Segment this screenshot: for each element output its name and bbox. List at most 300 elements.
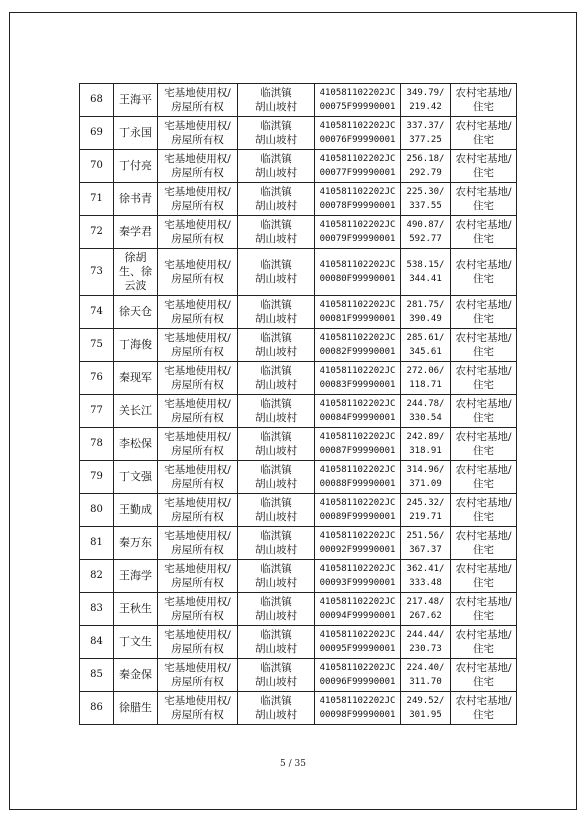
land-use-cell-line: 农村宅基地/ (455, 662, 512, 674)
location-cell-line: 临淇镇 (260, 186, 292, 198)
unit-code-cell-line: 00080F99990001 (319, 274, 396, 284)
right-type-cell-line: 宅基地使用权/ (164, 431, 231, 443)
table-row (80, 593, 517, 626)
area-cell (401, 428, 451, 461)
unit-code-cell-line: 00098F99990001 (319, 710, 396, 720)
location-cell-line: 胡山坡村 (255, 544, 297, 556)
location-cell (238, 249, 315, 296)
area-cell-line: 538.15/ (406, 260, 445, 270)
area-cell-line: 242.89/ (406, 432, 445, 442)
owner-name-cell (114, 329, 158, 362)
right-type-cell-line: 宅基地使用权/ (164, 299, 231, 311)
area-cell (401, 249, 451, 296)
area-cell-line: 118.71 (409, 380, 442, 390)
unit-code-cell-line: 00096F99990001 (319, 677, 396, 687)
area-cell (401, 692, 451, 725)
table-row (80, 527, 517, 560)
owner-name-cell-line: 王海学 (119, 569, 152, 582)
unit-code-cell-line: 410581102202JC (319, 88, 396, 98)
unit-code-cell-line: 00088F99990001 (319, 479, 396, 489)
right-type-cell-line: 宅基地使用权/ (164, 596, 231, 608)
location-cell (238, 626, 315, 659)
owner-name-cell (114, 395, 158, 428)
right-type-cell-line: 宅基地使用权/ (164, 365, 231, 377)
right-type-cell-line: 房屋所有权 (171, 101, 224, 113)
land-use-cell (451, 183, 517, 216)
owner-name-cell (114, 150, 158, 183)
location-cell-line: 胡山坡村 (255, 511, 297, 523)
area-cell-line: 377.25 (409, 135, 442, 145)
row-number-cell: 73 (80, 249, 114, 296)
owner-name-cell (114, 428, 158, 461)
location-cell-line: 胡山坡村 (255, 478, 297, 490)
right-type-cell-line: 宅基地使用权/ (164, 332, 231, 344)
owner-name-cell (114, 461, 158, 494)
owner-name-cell-line: 秦万东 (119, 536, 152, 549)
unit-code-cell-line: 00089F99990001 (319, 512, 396, 522)
area-cell (401, 560, 451, 593)
right-type-cell-line: 宅基地使用权/ (164, 398, 231, 410)
area-cell-line: 344.41 (409, 274, 442, 284)
land-use-cell-line: 住宅 (473, 379, 494, 391)
owner-name-cell (114, 626, 158, 659)
location-cell-line: 胡山坡村 (255, 200, 297, 212)
area-cell-line: 592.77 (409, 234, 442, 244)
table-row (80, 362, 517, 395)
area-cell-line: 224.40/ (406, 663, 445, 673)
owner-name-cell-line: 王秋生 (119, 602, 152, 615)
land-use-cell (451, 395, 517, 428)
location-cell-line: 临淇镇 (260, 530, 292, 542)
owner-name-cell (114, 362, 158, 395)
location-cell-line: 胡山坡村 (255, 134, 297, 146)
land-use-cell-line: 农村宅基地/ (455, 530, 512, 542)
land-use-cell-line: 住宅 (473, 273, 494, 285)
unit-code-cell (315, 527, 401, 560)
location-cell-line: 临淇镇 (260, 259, 292, 271)
owner-name-cell-line: 关长江 (119, 404, 152, 417)
area-cell-line: 490.87/ (406, 220, 445, 230)
table-row (80, 428, 517, 461)
location-cell (238, 84, 315, 117)
unit-code-cell (315, 183, 401, 216)
land-use-cell-line: 住宅 (473, 478, 494, 490)
location-cell (238, 296, 315, 329)
right-type-cell-line: 宅基地使用权/ (164, 219, 231, 231)
right-type-cell-line: 宅基地使用权/ (164, 259, 231, 271)
land-use-cell-line: 住宅 (473, 101, 494, 113)
land-use-cell-line: 农村宅基地/ (455, 120, 512, 132)
table-row (80, 183, 517, 216)
unit-code-cell-line: 00075F99990001 (319, 102, 396, 112)
location-cell (238, 329, 315, 362)
land-use-cell-line: 农村宅基地/ (455, 259, 512, 271)
owner-name-cell (114, 593, 158, 626)
unit-code-cell-line: 410581102202JC (319, 220, 396, 230)
area-cell (401, 494, 451, 527)
location-cell (238, 428, 315, 461)
land-use-cell-line: 农村宅基地/ (455, 87, 512, 99)
location-cell (238, 183, 315, 216)
land-use-cell-line: 农村宅基地/ (455, 365, 512, 377)
unit-code-cell (315, 494, 401, 527)
owner-name-cell (114, 527, 158, 560)
right-type-cell-line: 宅基地使用权/ (164, 530, 231, 542)
location-cell (238, 593, 315, 626)
area-cell-line: 230.73 (409, 644, 442, 654)
unit-code-cell-line: 410581102202JC (319, 432, 396, 442)
owner-name-cell (114, 117, 158, 150)
table-row (80, 150, 517, 183)
location-cell-line: 胡山坡村 (255, 709, 297, 721)
unit-code-cell-line: 00084F99990001 (319, 413, 396, 423)
location-cell-line: 临淇镇 (260, 299, 292, 311)
page-number: 5 / 35 (280, 759, 306, 769)
row-number-cell: 68 (80, 84, 114, 117)
row-number-cell: 80 (80, 494, 114, 527)
unit-code-cell-line: 00093F99990001 (319, 578, 396, 588)
land-use-cell-line: 农村宅基地/ (455, 186, 512, 198)
location-cell-line: 临淇镇 (260, 332, 292, 344)
area-cell-line: 281.75/ (406, 300, 445, 310)
unit-code-cell-line: 410581102202JC (319, 696, 396, 706)
location-cell (238, 362, 315, 395)
area-cell-line: 314.96/ (406, 465, 445, 475)
location-cell (238, 692, 315, 725)
table-row (80, 626, 517, 659)
right-type-cell (158, 395, 238, 428)
right-type-cell-line: 房屋所有权 (171, 313, 224, 325)
land-use-cell (451, 461, 517, 494)
land-use-cell (451, 296, 517, 329)
right-type-cell-line: 房屋所有权 (171, 577, 224, 589)
location-cell-line: 临淇镇 (260, 431, 292, 443)
location-cell-line: 临淇镇 (260, 497, 292, 509)
area-cell (401, 216, 451, 249)
right-type-cell (158, 216, 238, 249)
right-type-cell-line: 宅基地使用权/ (164, 695, 231, 707)
location-cell-line: 临淇镇 (260, 563, 292, 575)
right-type-cell (158, 527, 238, 560)
right-type-cell-line: 房屋所有权 (171, 346, 224, 358)
owner-name-cell-line: 生、徐 (119, 265, 152, 278)
owner-name-cell-line: 丁付亮 (119, 159, 152, 172)
right-type-cell (158, 183, 238, 216)
unit-code-cell-line: 410581102202JC (319, 260, 396, 270)
property-registration-table (79, 83, 517, 725)
right-type-cell (158, 560, 238, 593)
unit-code-cell-line: 00083F99990001 (319, 380, 396, 390)
table-row (80, 117, 517, 150)
unit-code-cell-line: 410581102202JC (319, 154, 396, 164)
row-number-cell: 83 (80, 593, 114, 626)
right-type-cell-line: 房屋所有权 (171, 610, 224, 622)
land-use-cell-line: 住宅 (473, 511, 494, 523)
area-cell-line: 362.41/ (406, 564, 445, 574)
location-cell (238, 560, 315, 593)
table-row (80, 216, 517, 249)
location-cell-line: 胡山坡村 (255, 643, 297, 655)
location-cell-line: 临淇镇 (260, 662, 292, 674)
owner-name-cell-line: 丁永国 (119, 126, 152, 139)
unit-code-cell-line: 00078F99990001 (319, 201, 396, 211)
right-type-cell (158, 428, 238, 461)
unit-code-cell (315, 150, 401, 183)
right-type-cell (158, 626, 238, 659)
right-type-cell-line: 宅基地使用权/ (164, 662, 231, 674)
area-cell-line: 285.61/ (406, 333, 445, 343)
area-cell-line: 249.52/ (406, 696, 445, 706)
owner-name-cell (114, 183, 158, 216)
right-type-cell-line: 宅基地使用权/ (164, 497, 231, 509)
area-cell (401, 659, 451, 692)
area-cell-line: 219.42 (409, 102, 442, 112)
location-cell-line: 胡山坡村 (255, 273, 297, 285)
unit-code-cell-line: 410581102202JC (319, 187, 396, 197)
right-type-cell-line: 房屋所有权 (171, 134, 224, 146)
right-type-cell-line: 房屋所有权 (171, 273, 224, 285)
owner-name-cell-line: 王海平 (119, 93, 152, 106)
location-cell-line: 胡山坡村 (255, 167, 297, 179)
table-row (80, 395, 517, 428)
row-number-cell: 70 (80, 150, 114, 183)
land-use-cell (451, 216, 517, 249)
row-number-cell: 76 (80, 362, 114, 395)
row-number-cell: 71 (80, 183, 114, 216)
row-number-cell: 74 (80, 296, 114, 329)
right-type-cell-line: 房屋所有权 (171, 709, 224, 721)
owner-name-cell-line: 丁海俊 (119, 338, 152, 351)
area-cell (401, 362, 451, 395)
land-use-cell (451, 84, 517, 117)
owner-name-cell (114, 249, 158, 296)
land-use-cell-line: 农村宅基地/ (455, 497, 512, 509)
right-type-cell-line: 房屋所有权 (171, 643, 224, 655)
unit-code-cell (315, 296, 401, 329)
right-type-cell (158, 461, 238, 494)
land-use-cell-line: 住宅 (473, 544, 494, 556)
right-type-cell-line: 房屋所有权 (171, 544, 224, 556)
owner-name-cell (114, 560, 158, 593)
right-type-cell (158, 494, 238, 527)
owner-name-cell-line: 秦学君 (119, 225, 152, 238)
land-use-cell-line: 农村宅基地/ (455, 596, 512, 608)
area-cell-line: 219.71 (409, 512, 442, 522)
unit-code-cell-line: 00094F99990001 (319, 611, 396, 621)
land-use-cell-line: 农村宅基地/ (455, 153, 512, 165)
area-cell (401, 329, 451, 362)
right-type-cell (158, 593, 238, 626)
owner-name-cell-line: 徐书青 (119, 192, 152, 205)
area-cell-line: 390.49 (409, 314, 442, 324)
land-use-cell-line: 住宅 (473, 313, 494, 325)
right-type-cell-line: 宅基地使用权/ (164, 186, 231, 198)
unit-code-cell (315, 560, 401, 593)
area-cell-line: 345.61 (409, 347, 442, 357)
unit-code-cell-line: 410581102202JC (319, 399, 396, 409)
land-use-cell-line: 住宅 (473, 167, 494, 179)
location-cell (238, 216, 315, 249)
land-use-cell (451, 150, 517, 183)
unit-code-cell (315, 249, 401, 296)
unit-code-cell-line: 410581102202JC (319, 630, 396, 640)
row-number-cell: 85 (80, 659, 114, 692)
right-type-cell-line: 宅基地使用权/ (164, 87, 231, 99)
unit-code-cell-line: 00081F99990001 (319, 314, 396, 324)
table-row (80, 329, 517, 362)
owner-name-cell (114, 216, 158, 249)
unit-code-cell-line: 410581102202JC (319, 333, 396, 343)
area-cell (401, 395, 451, 428)
area-cell-line: 318.91 (409, 446, 442, 456)
location-cell-line: 胡山坡村 (255, 610, 297, 622)
area-cell-line: 367.37 (409, 545, 442, 555)
row-number-cell: 78 (80, 428, 114, 461)
owner-name-cell-line: 丁文强 (119, 470, 152, 483)
location-cell-line: 临淇镇 (260, 596, 292, 608)
location-cell (238, 461, 315, 494)
land-use-cell-line: 农村宅基地/ (455, 332, 512, 344)
right-type-cell-line: 宅基地使用权/ (164, 629, 231, 641)
right-type-cell-line: 宅基地使用权/ (164, 464, 231, 476)
land-use-cell-line: 农村宅基地/ (455, 695, 512, 707)
row-number-cell: 75 (80, 329, 114, 362)
location-cell (238, 117, 315, 150)
area-cell-line: 217.48/ (406, 597, 445, 607)
area-cell-line: 337.37/ (406, 121, 445, 131)
row-number-cell: 77 (80, 395, 114, 428)
right-type-cell (158, 117, 238, 150)
land-use-cell (451, 117, 517, 150)
area-cell-line: 337.55 (409, 201, 442, 211)
owner-name-cell-line: 徐天仓 (119, 305, 152, 318)
land-use-cell (451, 692, 517, 725)
land-use-cell-line: 住宅 (473, 610, 494, 622)
land-use-cell-line: 农村宅基地/ (455, 563, 512, 575)
right-type-cell-line: 房屋所有权 (171, 478, 224, 490)
land-use-cell-line: 住宅 (473, 134, 494, 146)
land-use-cell-line: 住宅 (473, 412, 494, 424)
row-number-cell: 84 (80, 626, 114, 659)
land-use-cell (451, 428, 517, 461)
area-cell-line: 301.95 (409, 710, 442, 720)
location-cell-line: 胡山坡村 (255, 379, 297, 391)
right-type-cell (158, 659, 238, 692)
unit-code-cell (315, 329, 401, 362)
area-cell-line: 251.56/ (406, 531, 445, 541)
land-use-cell-line: 住宅 (473, 643, 494, 655)
area-cell-line: 349.79/ (406, 88, 445, 98)
row-number-cell: 79 (80, 461, 114, 494)
unit-code-cell (315, 593, 401, 626)
location-cell-line: 临淇镇 (260, 120, 292, 132)
land-use-cell-line: 住宅 (473, 200, 494, 212)
right-type-cell-line: 宅基地使用权/ (164, 153, 231, 165)
location-cell (238, 527, 315, 560)
land-use-cell (451, 626, 517, 659)
row-number-cell: 86 (80, 692, 114, 725)
unit-code-cell (315, 626, 401, 659)
right-type-cell (158, 329, 238, 362)
area-cell-line: 371.09 (409, 479, 442, 489)
unit-code-cell-line: 00095F99990001 (319, 644, 396, 654)
location-cell-line: 胡山坡村 (255, 445, 297, 457)
unit-code-cell (315, 692, 401, 725)
area-cell (401, 150, 451, 183)
location-cell-line: 胡山坡村 (255, 577, 297, 589)
right-type-cell-line: 房屋所有权 (171, 233, 224, 245)
right-type-cell (158, 150, 238, 183)
land-use-cell-line: 住宅 (473, 676, 494, 688)
area-cell-line: 272.06/ (406, 366, 445, 376)
table-row (80, 560, 517, 593)
location-cell-line: 临淇镇 (260, 398, 292, 410)
area-cell-line: 292.79 (409, 168, 442, 178)
table-row (80, 659, 517, 692)
right-type-cell-line: 宅基地使用权/ (164, 563, 231, 575)
area-cell (401, 183, 451, 216)
land-use-cell (451, 659, 517, 692)
owner-name-cell-line: 王勤成 (119, 503, 152, 516)
owner-name-cell (114, 692, 158, 725)
table-row (80, 84, 517, 117)
area-cell (401, 84, 451, 117)
unit-code-cell-line: 410581102202JC (319, 663, 396, 673)
right-type-cell-line: 房屋所有权 (171, 445, 224, 457)
owner-name-cell (114, 494, 158, 527)
unit-code-cell-line: 00087F99990001 (319, 446, 396, 456)
table-row (80, 249, 517, 296)
area-cell (401, 117, 451, 150)
unit-code-cell (315, 362, 401, 395)
land-use-cell-line: 农村宅基地/ (455, 299, 512, 311)
unit-code-cell (315, 428, 401, 461)
unit-code-cell-line: 410581102202JC (319, 121, 396, 131)
area-cell-line: 333.48 (409, 578, 442, 588)
land-use-cell (451, 593, 517, 626)
unit-code-cell (315, 84, 401, 117)
land-use-cell-line: 住宅 (473, 346, 494, 358)
location-cell-line: 临淇镇 (260, 219, 292, 231)
land-use-cell-line: 农村宅基地/ (455, 398, 512, 410)
land-use-cell-line: 住宅 (473, 709, 494, 721)
row-number-cell: 82 (80, 560, 114, 593)
unit-code-cell-line: 410581102202JC (319, 498, 396, 508)
land-use-cell-line: 住宅 (473, 445, 494, 457)
right-type-cell-line: 房屋所有权 (171, 511, 224, 523)
owner-name-cell-line: 秦现军 (119, 371, 152, 384)
owner-name-cell-line: 秦金保 (119, 668, 152, 681)
land-use-cell (451, 560, 517, 593)
location-cell-line: 临淇镇 (260, 464, 292, 476)
row-number-cell: 69 (80, 117, 114, 150)
location-cell-line: 临淇镇 (260, 153, 292, 165)
unit-code-cell-line: 410581102202JC (319, 597, 396, 607)
owner-name-cell (114, 84, 158, 117)
right-type-cell (158, 84, 238, 117)
area-cell-line: 330.54 (409, 413, 442, 423)
area-cell (401, 626, 451, 659)
area-cell (401, 527, 451, 560)
land-use-cell (451, 329, 517, 362)
right-type-cell (158, 692, 238, 725)
area-cell-line: 225.30/ (406, 187, 445, 197)
owner-name-cell-line: 云波 (124, 279, 147, 292)
unit-code-cell-line: 00082F99990001 (319, 347, 396, 357)
right-type-cell-line: 房屋所有权 (171, 167, 224, 179)
unit-code-cell-line: 410581102202JC (319, 564, 396, 574)
unit-code-cell-line: 410581102202JC (319, 366, 396, 376)
